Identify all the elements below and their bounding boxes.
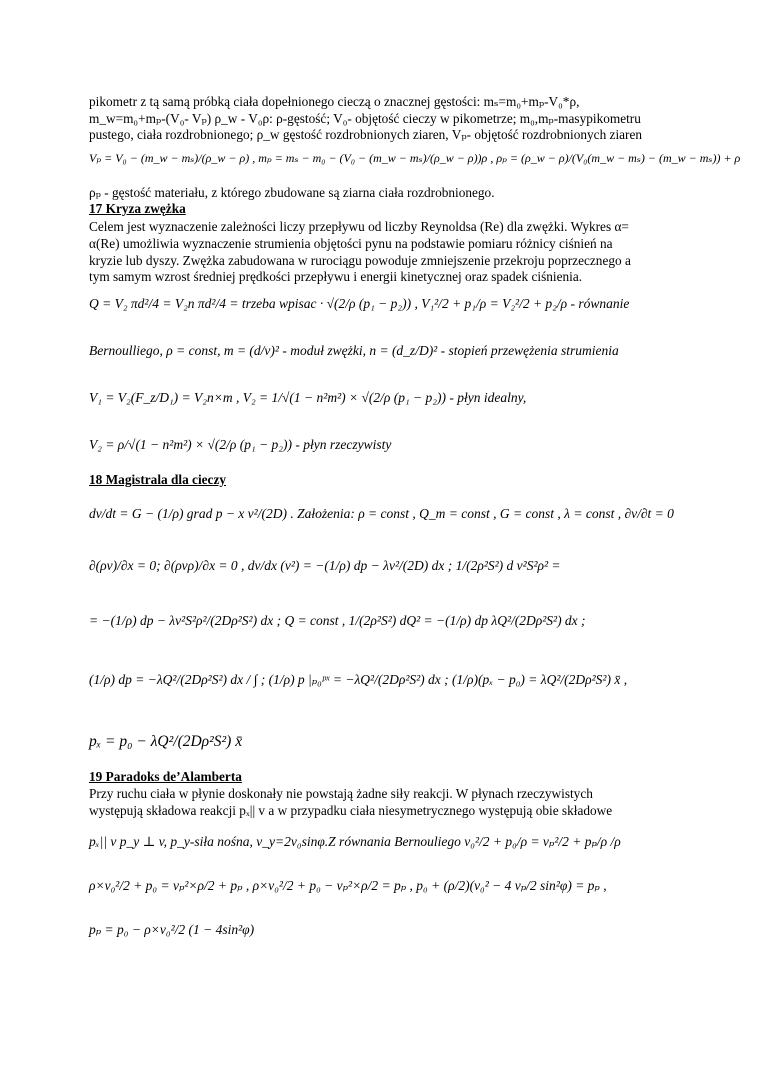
section-18-eq-5: pₓ = p₀ − λQ²/(2Dρ²S²) x̄ <box>89 733 243 750</box>
section-17-eq-1: Q = V₂ πd²/4 = V₂n πd²/4 = trzeba wpisac · √(2/ρ (p₁ − p₂)) , V₁²/2 + p₁/ρ = V₂²/2 + p₂/ρ - równanie <box>89 296 630 311</box>
section-18-eq-4: (1/ρ) dp = −λQ²/(2Dρ²S²) dx / ∫ ; (1/ρ) p |ₚ₀ᵖˣ = −λQ²/(2Dρ²S²) dx ; (1/ρ)(pₓ − p₀) = λQ²/(2Dρ²S²) x̄ , <box>89 672 628 687</box>
section-19-eq-2: ρ×v₀²/2 + p₀ = vₚ²×ρ/2 + pₚ , ρ×v₀²/2 + p₀ − vₚ²×ρ/2 = pₚ , p₀ + (ρ/2)(v₀² − 4 vₚ/2 sin²φ) = pₚ , <box>89 878 607 893</box>
density-equation: Vₚ = V₀ − (m_w − mₛ)/(ρ_w − ρ) , mₚ = mₛ − m₀ − (V₀ − (m_w − mₛ)/(ρ_w − ρ))ρ , ρₚ = (ρ_w − ρ)/(V₀(m_w − mₛ) − (m_w − mₛ)) + ρ <box>89 151 741 165</box>
section-17-text-1: Celem jest wyznaczenie zależności liczy przepływu od liczby Reynoldsa (Re) dla zwężki. Wykres α= <box>89 219 629 234</box>
section-18-eq-3: = −(1/ρ) dp − λv²S²ρ²/(2Dρ²S²) dx ; Q = const , 1/(2ρ²S²) dQ² = −(1/ρ) dp λQ²/(2Dρ²S²) dx ; <box>89 613 586 628</box>
intro-line-1: pikometr z tą samą próbką ciała dopełnionego cieczą o znacznej gęstości: mₛ=m₀+mₚ-V₀*ρ, <box>89 94 580 109</box>
section-17-eq-2: Bernoulliego, ρ = const, m = (d/v)² - moduł zwężki, n = (d_z/D)² - stopień przewężenia strumienia <box>89 343 619 358</box>
section-19-eq-1: pₓ|| v p_y ⊥ v, p_y-siła nośna, v_y=2v₀sinφ.Z równania Bernouliego v₀²/2 + p₀/ρ = vₚ²/2 + pₚ/ρ /ρ <box>89 834 621 849</box>
section-19-text-2: występują składowa reakcji pₓ|| v a w przypadku ciała niesymetrycznego występują obie składowe <box>89 803 613 818</box>
section-17-eq-4: V₂ = ρ/√(1 − n²m²) × √(2/ρ (p₁ − p₂)) - płyn rzeczywisty <box>89 437 392 452</box>
section-17-text-3: kryzie lub dyszy. Zwężka zabudowana w rurociągu powoduje zmniejszenie przekroju poprzecznego a <box>89 253 631 268</box>
section-18-eq-1: dv/dt = G − (1/ρ) grad p − x v²/(2D) . Założenia: ρ = const , Q_m = const , G = const , λ = const , ∂v/∂t = 0 <box>89 506 674 521</box>
intro-line-3: pustego, ciała rozdrobnionego; ρ_w gęstość rozdrobnionych ziaren, Vₚ- objętość rozdrobnionych ziaren <box>89 127 643 142</box>
section-17-text-4: tym samym wzrost średniej prędkości przepływu i energii kinetycznej oraz spadek ciśnienia. <box>89 269 583 284</box>
section-17-heading: 17 Kryza zwężka <box>89 201 186 216</box>
section-18-heading: 18 Magistrala dla cieczy <box>89 472 226 487</box>
section-19-heading: 19 Paradoks de’Alamberta <box>89 769 242 784</box>
section-19-text-1: Przy ruchu ciała w płynie doskonały nie powstają żadne siły reakcji. W płynach rzeczywistych <box>89 786 593 801</box>
section-17-text-2: α(Re) umożliwia wyznaczenie strumienia objętości pynu na podstawie pomiaru różnicy ciśnień na <box>89 236 613 251</box>
section-17-eq-3: V₁ = V₂(F_z/D₁) = V₂n×m , V₂ = 1/√(1 − n²m²) × √(2/ρ (p₁ − p₂)) - płyn idealny, <box>89 390 527 405</box>
section-18-eq-2: ∂(ρv)/∂x = 0; ∂(ρvρ)/∂x = 0 , dv/dx (v²) = −(1/ρ) dp − λv²/(2D) dx ; 1/(2ρ²S²) d v²S²ρ² = <box>89 558 561 573</box>
section-19-eq-3: pₚ = p₀ − ρ×v₀²/2 (1 − 4sin²φ) <box>89 922 255 937</box>
intro-line-2: m_w=m₀+mₚ-(V₀- Vₚ) ρ_w - V₀ρ: ρ-gęstość; V₀- objętość cieczy w pikometrze; m₀,mₚ-masypikometru <box>89 111 641 126</box>
density-note: ρₚ - gęstość materiału, z którego zbudowane są ziarna ciała rozdrobnionego. <box>89 185 495 200</box>
